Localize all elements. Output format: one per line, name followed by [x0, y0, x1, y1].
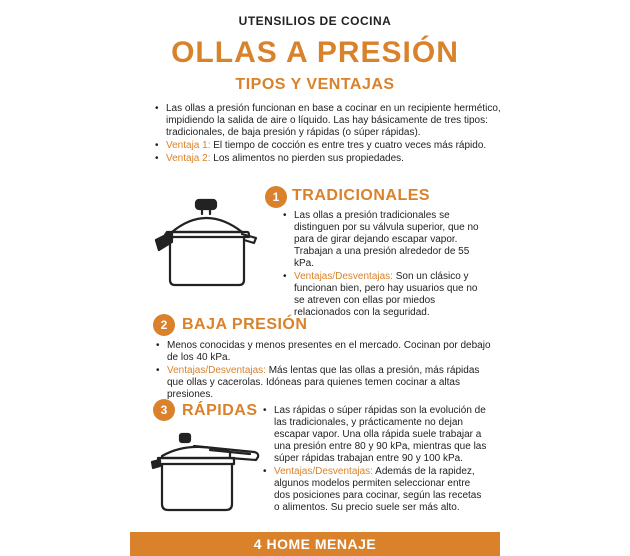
section-1-item [283, 271, 488, 319]
kicker-title: UTENSILIOS DE COCINA [238, 14, 392, 28]
page-title: OLLAS A PRESIÓN [171, 36, 459, 69]
section-1-number: 1 [265, 186, 287, 208]
section-1-vd-label: Ventajas/Desventajas: [294, 271, 393, 282]
section-3-vd-label: Ventajas/Desventajas: [274, 466, 373, 477]
page-subtitle: TIPOS Y VENTAJAS [235, 76, 395, 93]
section-2-vd-label: Ventajas/Desventajas: [167, 365, 266, 376]
section-3-vd-text: Además de la rapidez, algunos modelos permiten seleccionar entre dos posiciones para cocinar, según las recetas o alimentos. Su precio suele ser más alto. [274, 466, 482, 513]
section-2-vd-text: Más lentas que las ollas a presión, más rápidas que ollas y cacerolas. Idóneas para quienes temen cocinar a altas presiones. [167, 365, 480, 400]
section-3-number: 3 [153, 399, 175, 421]
footer-brand-banner: 4 HOME MENAJE [130, 532, 500, 556]
section-2-title: BAJA PRESIÓN [182, 316, 308, 333]
section-3-item [263, 466, 488, 514]
section-2-text: Menos conocidas y menos presentes en el mercado. Cocinan por debajo de los 40 kPa. [167, 340, 491, 363]
traditional-pressure-cooker-illustration [150, 192, 260, 292]
section-1-item [283, 210, 488, 270]
intro-text: Las ollas a presión funcionan en base a cocinar en un recipiente hermético, impidiendo la salida de aire o líquido. Las hay básicamente de tres tipos: tradicionales, de baja presión y rápidas (o súper rápidas). [166, 103, 501, 138]
section-1-body [283, 210, 488, 320]
intro-list [155, 103, 510, 166]
advantage-2-text: Los alimentos no pierden sus propiedades. [210, 153, 404, 164]
section-3-text: Las rápidas o súper rápidas son la evolución de las tradicionales, y prácticamente no dejan escapar vapor. Una olla rápida suele trabajar a una presión entre 80 y 90 kPa, mientras que las súper rápidas trabajan entre 90 y 100 kPa. [274, 405, 487, 464]
section-1-vd-text: Son un clásico y funcionan bien, pero hay usuarios que no se atreven con ellas por miedos relacionados con la seguridad. [294, 271, 478, 318]
section-3-item [263, 405, 488, 465]
section-3-title: RÁPIDAS [182, 402, 258, 419]
section-3-body [263, 405, 488, 515]
advantage-2-label: Ventaja 2: [166, 153, 211, 164]
advantage-1-label: Ventaja 1: [166, 140, 211, 151]
section-1-text: Las ollas a presión tradicionales se distinguen por su válvula superior, que no para de girar dejando escapar vapor. Trabajan a una presión alrededor de 55 kPa. [294, 210, 479, 269]
intro-item [155, 103, 510, 139]
fast-pressure-cooker-illustration [150, 428, 262, 518]
intro-item [155, 140, 510, 152]
section-1-title: TRADICIONALES [292, 187, 431, 204]
intro-item [155, 153, 510, 165]
section-2-item [156, 340, 496, 364]
section-2-item [156, 365, 496, 401]
section-2-body [156, 340, 496, 402]
section-2-number: 2 [153, 314, 175, 336]
advantage-1-text: El tiempo de cocción es entre tres y cuatro veces más rápido. [210, 140, 487, 151]
